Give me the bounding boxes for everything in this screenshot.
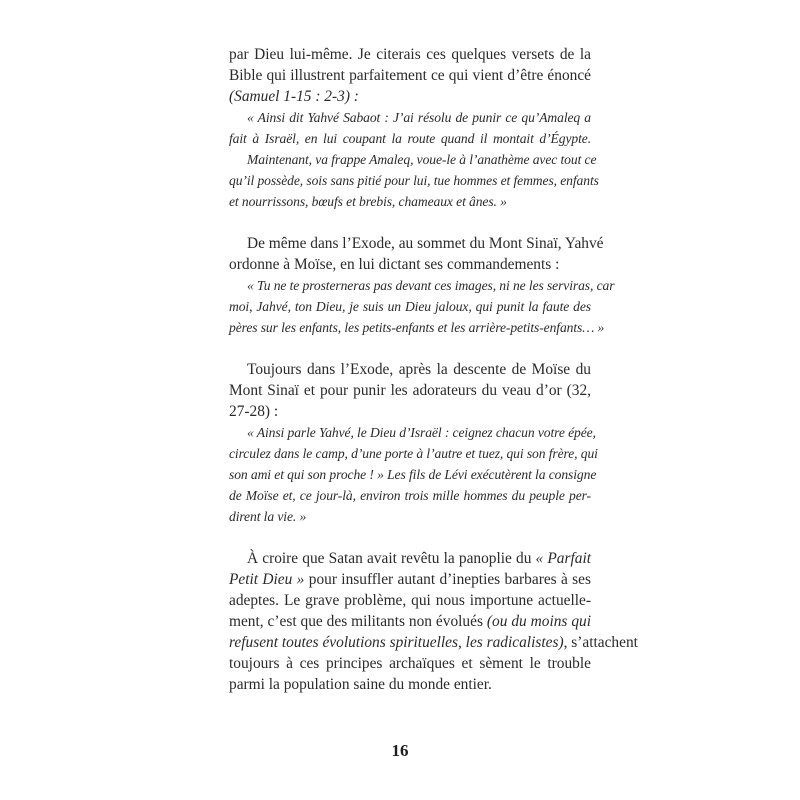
paragraph-gap bbox=[229, 338, 591, 359]
text-segment-italic: « Parfait bbox=[535, 550, 591, 567]
text-line bbox=[229, 569, 591, 590]
quote-line: « Tu ne te prosterneras pas devant ces images, ni ne les serviras, car bbox=[247, 278, 615, 293]
paragraph-3 bbox=[229, 359, 591, 422]
paragraph-gap bbox=[229, 527, 591, 548]
text-segment: À croire que Satan avait revêtu la panoplie du bbox=[247, 550, 536, 567]
text-line: refusent toutes évolutions spirituelles, les radicalistes), s’attachent bbox=[229, 634, 638, 651]
quote-line: son ami et qui son proche ! » Les fils de Lévi exécutèrent la consigne bbox=[229, 467, 597, 482]
text-line: Bible qui illustrent parfaitement ce qui vient d’être énoncé bbox=[229, 67, 591, 84]
text-line: par Dieu lui-même. Je citerais ces quelques versets de la bbox=[229, 46, 591, 63]
text-line: De même dans l’Exode, au sommet du Mont Sinaï, Yahvé bbox=[247, 235, 604, 252]
text-line: ordonne à Moïse, en lui dictant ses commandements : bbox=[229, 256, 560, 273]
quote-line: Maintenant, va frappe Amaleq, voue-le à l’anathème avec tout ce bbox=[247, 152, 597, 167]
text-line: ment, c’est que des militants non évolués (ou du moins qui bbox=[229, 613, 592, 630]
quote-line: et nourrissons, bœufs et brebis, chameaux et ânes. » bbox=[229, 194, 507, 209]
quote-line: circulez dans le camp, d’une porte à l’autre et tuez, qui son frère, qui bbox=[229, 446, 598, 461]
quote-line: moi, Jahvé, ton Dieu, je suis un Dieu jaloux, qui punit la faute des bbox=[229, 299, 591, 314]
quote-line: « Ainsi parle Yahvé, le Dieu d’Israël : ceignez chacun votre épée, bbox=[247, 425, 596, 440]
paragraph-gap bbox=[229, 212, 591, 233]
text-line bbox=[229, 548, 591, 569]
quote-line: pères sur les enfants, les petits-enfants et les arrière-petits-enfants… » bbox=[229, 320, 605, 335]
text-line: Toujours dans l’Exode, après la descente de Moïse du bbox=[247, 361, 591, 378]
text-line: Mont Sinaï et pour punir les adorateurs du veau d’or (32, bbox=[229, 382, 591, 399]
quote-2 bbox=[229, 275, 615, 338]
text-segment-italic: Petit Dieu » bbox=[229, 571, 305, 588]
quote-1 bbox=[229, 107, 599, 212]
text-line: parmi la population saine du monde entier. bbox=[229, 676, 492, 693]
paragraph-1 bbox=[229, 44, 591, 107]
text-segment: pour insuffler autant d’inepties barbares à ses bbox=[304, 571, 591, 588]
quote-line: de Moïse et, ce jour-là, environ trois mille hommes du peuple per- bbox=[229, 488, 591, 503]
bible-reference: (Samuel 1-15 : 2-3) : bbox=[229, 88, 359, 105]
text-line: 27-28) : bbox=[229, 403, 279, 420]
paragraph-2 bbox=[229, 233, 604, 275]
quote-line: fait à Israël, en lui coupant la route quand il montait d’Égypte. bbox=[229, 131, 591, 146]
paragraph-4 bbox=[229, 548, 638, 695]
page-number: 16 bbox=[391, 741, 409, 760]
text-segment-italic: refusent toutes évolutions spirituelles, les radicalistes) bbox=[229, 634, 564, 651]
text-segment-italic: (ou du moins qui bbox=[486, 613, 592, 630]
text-line: toujours à ces principes archaïques et sèment le trouble bbox=[229, 655, 591, 672]
text-line: adeptes. Le grave problème, qui nous importune actuelle- bbox=[229, 592, 591, 609]
quote-line: « Ainsi dit Yahvé Sabaot : J’ai résolu de punir ce qu’Amaleq a bbox=[247, 110, 591, 125]
quote-3 bbox=[229, 422, 598, 527]
quote-line: dirent la vie. » bbox=[229, 509, 307, 524]
quote-line: qu’il possède, sois sans pitié pour lui, tue hommes et femmes, enfants bbox=[229, 173, 599, 188]
text-column bbox=[229, 44, 638, 695]
